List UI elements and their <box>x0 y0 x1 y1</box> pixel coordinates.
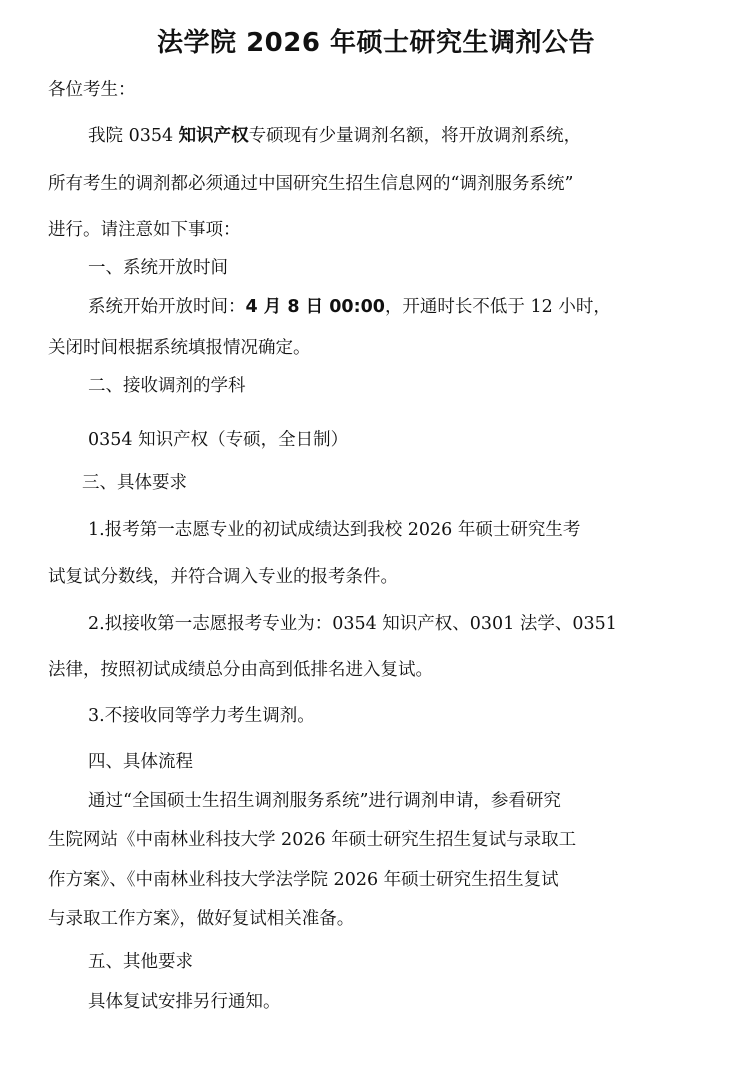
intro-text-c: 专硕现有少量调剂名额，将开放调剂系统， <box>248 126 582 146</box>
section1-text-c: ，开通时长不低于 12 小时， <box>384 297 611 317</box>
section2-line-1: 0354 知识产权（专硕，全日制） <box>88 430 349 450</box>
page-title: 法学院 2026 年硕士研究生调剂公告 <box>157 28 595 58</box>
section1-line-1 <box>88 295 611 319</box>
salutation: 各位考生： <box>48 80 136 100</box>
section1-line-2: 关闭时间根据系统填报情况确定。 <box>48 338 311 358</box>
section1-heading: 一、系统开放时间 <box>88 258 228 278</box>
req1-line-1: 1.报考第一志愿专业的初试成绩达到我校 2026 年硕士研究生考 <box>88 520 581 540</box>
intro-line-1 <box>88 124 581 148</box>
section4-line-4: 与录取工作方案》，做好复试相关准备。 <box>48 909 355 929</box>
intro-text-a: 我院 0354 <box>88 126 179 146</box>
section4-heading: 四、具体流程 <box>88 752 193 772</box>
intro-line-3: 进行。请注意如下事项： <box>48 220 241 240</box>
section3-heading: 三、具体要求 <box>82 473 187 493</box>
section1-text-a: 系统开始开放时间： <box>88 297 246 317</box>
open-time-highlight: 4 月 8 日 00:00 <box>245 297 385 317</box>
section4-line-2: 生院网站《中南林业科技大学 2026 年硕士研究生招生复试与录取工 <box>48 830 577 850</box>
req2-line-2: 法律，按照初试成绩总分由高到低排名进入复试。 <box>48 660 433 680</box>
section4-line-3: 作方案》、《中南林业科技大学法学院 2026 年硕士研究生招生复试 <box>48 870 559 890</box>
req2-line-1: 2.拟接收第一志愿报考专业为：0354 知识产权、0301 法学、0351 <box>88 614 617 634</box>
section2-heading: 二、接收调剂的学科 <box>88 376 246 396</box>
intro-line-2: 所有考生的调剂都必须通过中国研究生招生信息网的“调剂服务系统” <box>48 174 574 194</box>
intro-program-highlight: 知识产权 <box>178 126 249 146</box>
section5-heading: 五、其他要求 <box>88 952 193 972</box>
section5-line-1: 具体复试安排另行通知。 <box>88 992 281 1012</box>
section4-line-1: 通过“全国硕士生招生调剂服务系统”进行调剂申请，参看研究 <box>88 791 561 811</box>
req3-line-1: 3.不接收同等学力考生调剂。 <box>88 706 315 726</box>
req1-line-2: 试复试分数线，并符合调入专业的报考条件。 <box>48 567 398 587</box>
